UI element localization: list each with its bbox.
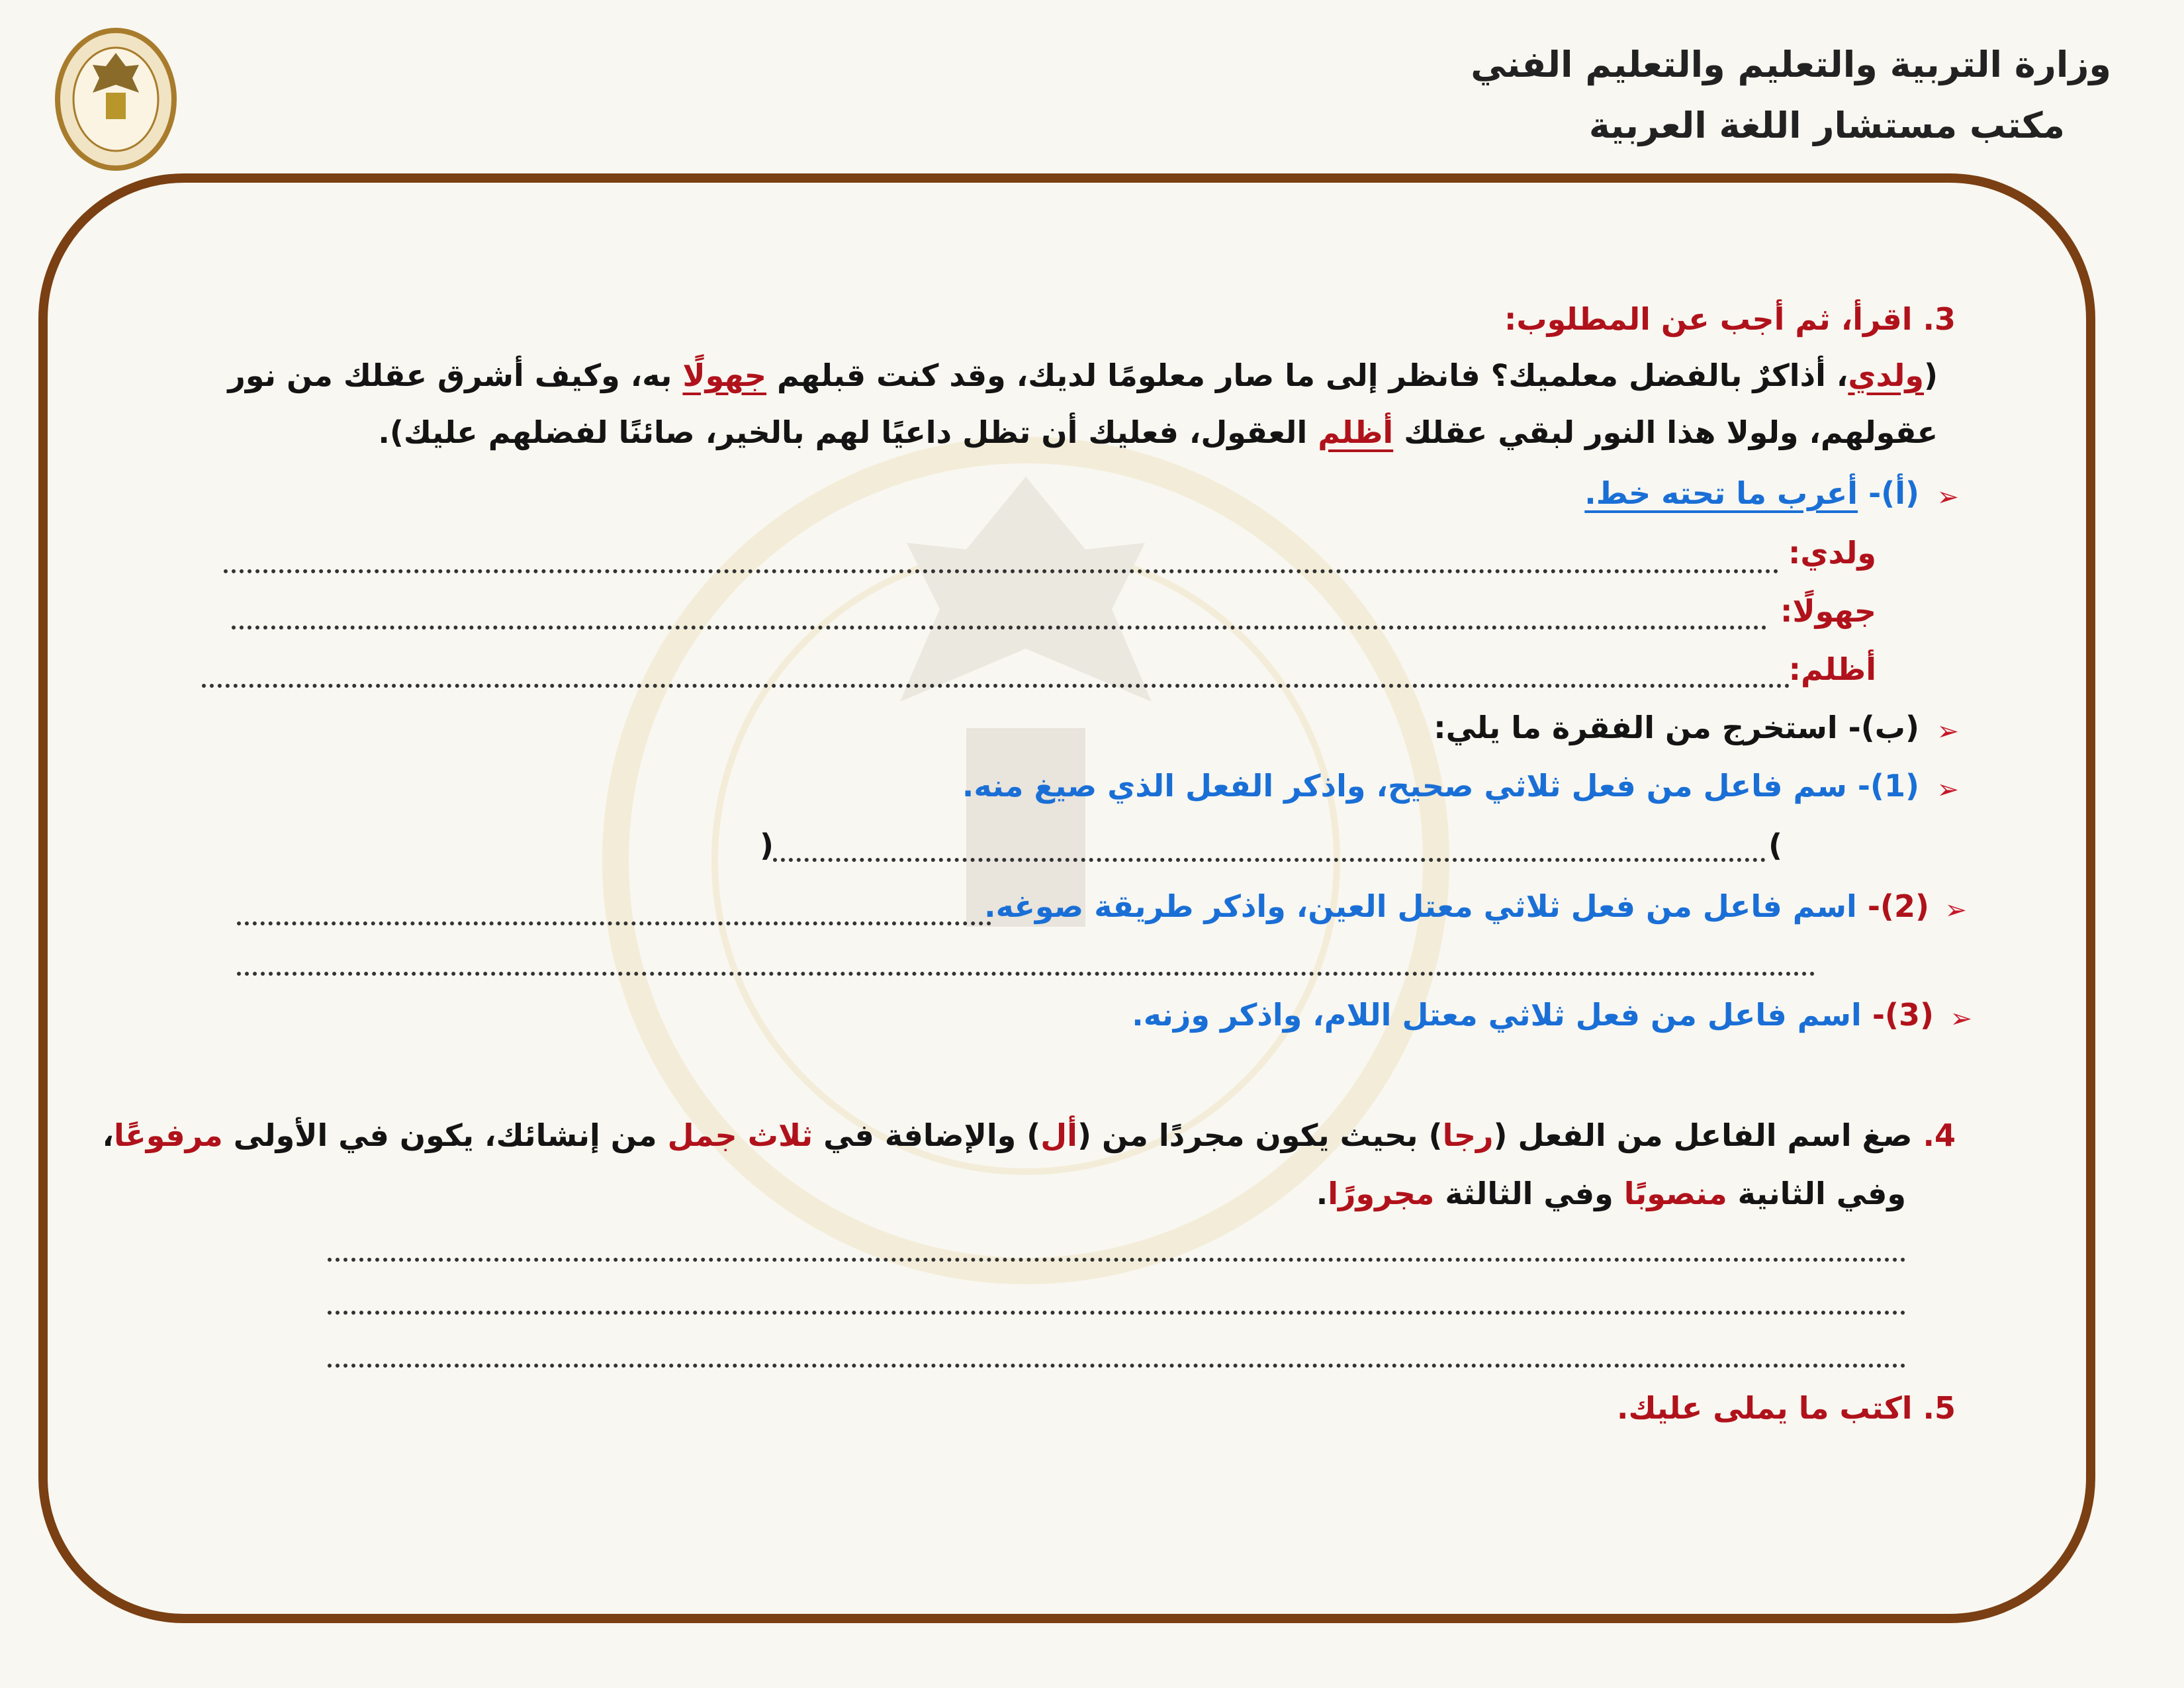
q3-passage-line2: عقولهم، ولولا هذا النور لبقي عقلك أظلم العقول، فعليك أن تظل داعيًا لهم بالخير، صائنًا لفضلهم عليك). xyxy=(378,414,1938,450)
arrow-bullet-icon: ➢ xyxy=(1936,774,1959,805)
q5-heading xyxy=(1617,1390,1956,1426)
q3-passage-line1: (ولدي، أذاكرٌ بالفضل معلميك؟ فانظر إلى ما صار معلومًا لديك، وقد كنت قبلهم جهولًا به، وكيف أشرق عقلك من نور xyxy=(228,357,1938,393)
arrow-bullet-icon: ➢ xyxy=(1936,482,1959,512)
q3-number: 3. xyxy=(1923,301,1956,337)
q3a-instruction: أعرب ما تحته خط. xyxy=(1584,475,1858,511)
paren-open: ( xyxy=(1768,827,1783,863)
q3b-item-1: (1)- سم فاعل من فعل ثلاثي صحيح، واذكر الفعل الذي صيغ منه. xyxy=(962,768,1919,804)
q3a-word-1: ولدي: xyxy=(1788,535,1876,571)
header-ministry: وزارة التربية والتعليم والتعليم الفني xyxy=(1471,44,2111,85)
answer-line[interactable] xyxy=(224,569,1779,573)
header-office: مكتب مستشار اللغة العربية xyxy=(1588,105,2065,146)
q5-number: 5. xyxy=(1923,1390,1956,1426)
answer-line[interactable] xyxy=(202,684,1790,688)
underlined-word-jahoolan: جهولًا xyxy=(682,357,767,393)
q3b-instruction: استخرج من الفقرة ما يلي: xyxy=(1433,710,1838,745)
q3b-heading: (ب)- استخرج من الفقرة ما يلي: xyxy=(1433,710,1919,745)
arrow-bullet-icon: ➢ xyxy=(1950,1004,1972,1034)
q3b-item-2: (2)- اسم فاعل من فعل ثلاثي معتل العين، واذكر طريقة صوغه. xyxy=(984,888,1929,924)
q3a-word-3: أظلم: xyxy=(1788,651,1876,687)
arrow-bullet-icon: ➢ xyxy=(1944,895,1967,925)
q3a-heading: (أ)- أعرب ما تحته خط. xyxy=(1584,475,1919,511)
answer-line[interactable] xyxy=(232,626,1767,630)
answer-line[interactable] xyxy=(237,972,1815,976)
q3a-word-2: جهولًا: xyxy=(1780,593,1876,629)
paren-close: ) xyxy=(760,827,774,863)
q4-number: 4. xyxy=(1923,1117,1956,1153)
ministry-logo xyxy=(53,26,179,172)
q3-heading xyxy=(1504,301,1956,337)
q3-title: اقرأ، ثم أجب عن المطلوب: xyxy=(1504,301,1913,337)
arrow-bullet-icon: ➢ xyxy=(1936,716,1959,747)
answer-line[interactable] xyxy=(328,1258,1906,1262)
answer-line[interactable] xyxy=(237,921,991,925)
q3b-item-3: (3)- اسم فاعل من فعل ثلاثي معتل اللام، واذكر وزنه. xyxy=(1132,997,1934,1033)
q4-line2: وفي الثانية منصوبًا وفي الثالثة مجرورًا. xyxy=(1316,1176,1906,1211)
answer-line[interactable] xyxy=(328,1364,1906,1368)
q5-text: اكتب ما يملى عليك. xyxy=(1616,1390,1913,1426)
answer-line[interactable] xyxy=(328,1311,1906,1315)
answer-line[interactable] xyxy=(773,858,1766,862)
underlined-word-waladi: ولدي xyxy=(1848,357,1924,393)
underlined-word-azlam: أظلم xyxy=(1318,414,1394,450)
q4-line1: 4. صغ اسم الفاعل من الفعل (رجا) بحيث يكون مجردًا من (أل) والإضافة في ثلاث جمل من إنشائك، يكون في الأولى مرفوعًا، xyxy=(102,1117,1956,1153)
